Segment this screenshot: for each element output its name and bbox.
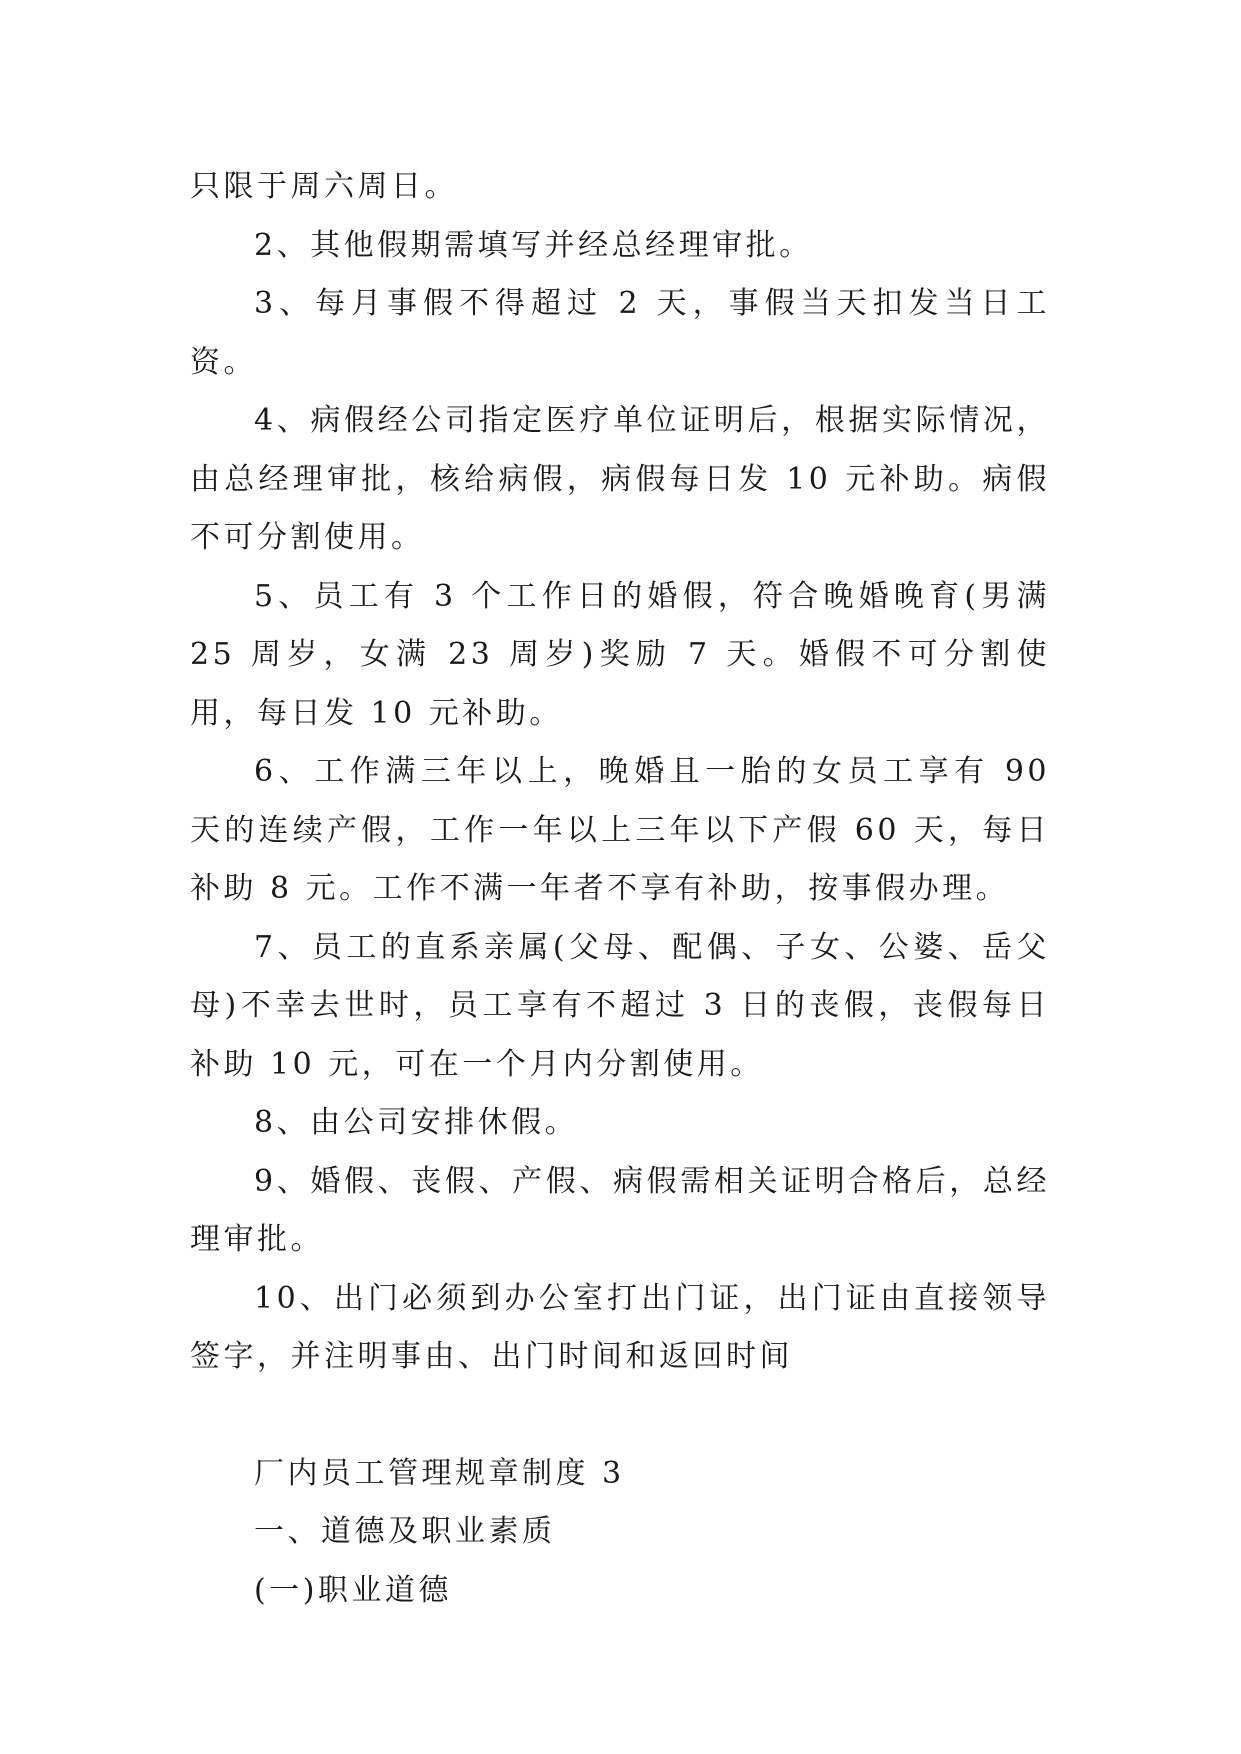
paragraph-continuation: 只限于周六周日。 bbox=[190, 169, 458, 204]
document-page bbox=[190, 158, 1050, 1620]
paragraph-item-3: 3、每月事假不得超过 2 天，事假当天扣发当日工资。 bbox=[190, 286, 1050, 380]
paragraph-item-8: 8、由公司安排休假。 bbox=[254, 1105, 579, 1140]
section-heading-level2: (一)职业道德 bbox=[254, 1572, 452, 1608]
paragraph-item-6: 6、工作满三年以上，晚婚且一胎的女员工享有 90 天的连续产假，工作一年以上三年以下产假 60 天，每日补助 8 元。工作不满一年者不享有补助，按事假办理。 bbox=[190, 754, 1050, 906]
paragraph-item-4: 4、病假经公司指定医疗单位证明后，根据实际情况，由总经理审批，核给病假，病假每日发 10 元补助。病假不可分割使用。 bbox=[190, 403, 1050, 555]
section-title: 厂内员工管理规章制度 3 bbox=[254, 1455, 625, 1491]
paragraph-item-2: 2、其他假期需填写并经总经理审批。 bbox=[254, 227, 813, 263]
paragraph-item-7: 7、员工的直系亲属(父母、配偶、子女、公婆、岳父母)不幸去世时，员工享有不超过 3 日的丧假，丧假每日补助 10 元，可在一个月内分割使用。 bbox=[190, 929, 1050, 1082]
paragraph-item-5: 5、员工有 3 个工作日的婚假，符合晚婚晚育(男满 25 周岁，女满 23 周岁)奖励 7 天。婚假不可分割使用，每日发 10 元补助。 bbox=[190, 578, 1050, 731]
section-spacer bbox=[190, 1387, 1050, 1445]
paragraph-item-9: 9、婚假、丧假、产假、病假需相关证明合格后，总经理审批。 bbox=[190, 1163, 1050, 1257]
section-heading-level1: 一、道德及职业素质 bbox=[254, 1514, 556, 1549]
paragraph-item-10: 10、出门必须到办公室打出门证，出门证由直接领导签字，并注明事由、出门时间和返回时间 bbox=[190, 1280, 1050, 1374]
